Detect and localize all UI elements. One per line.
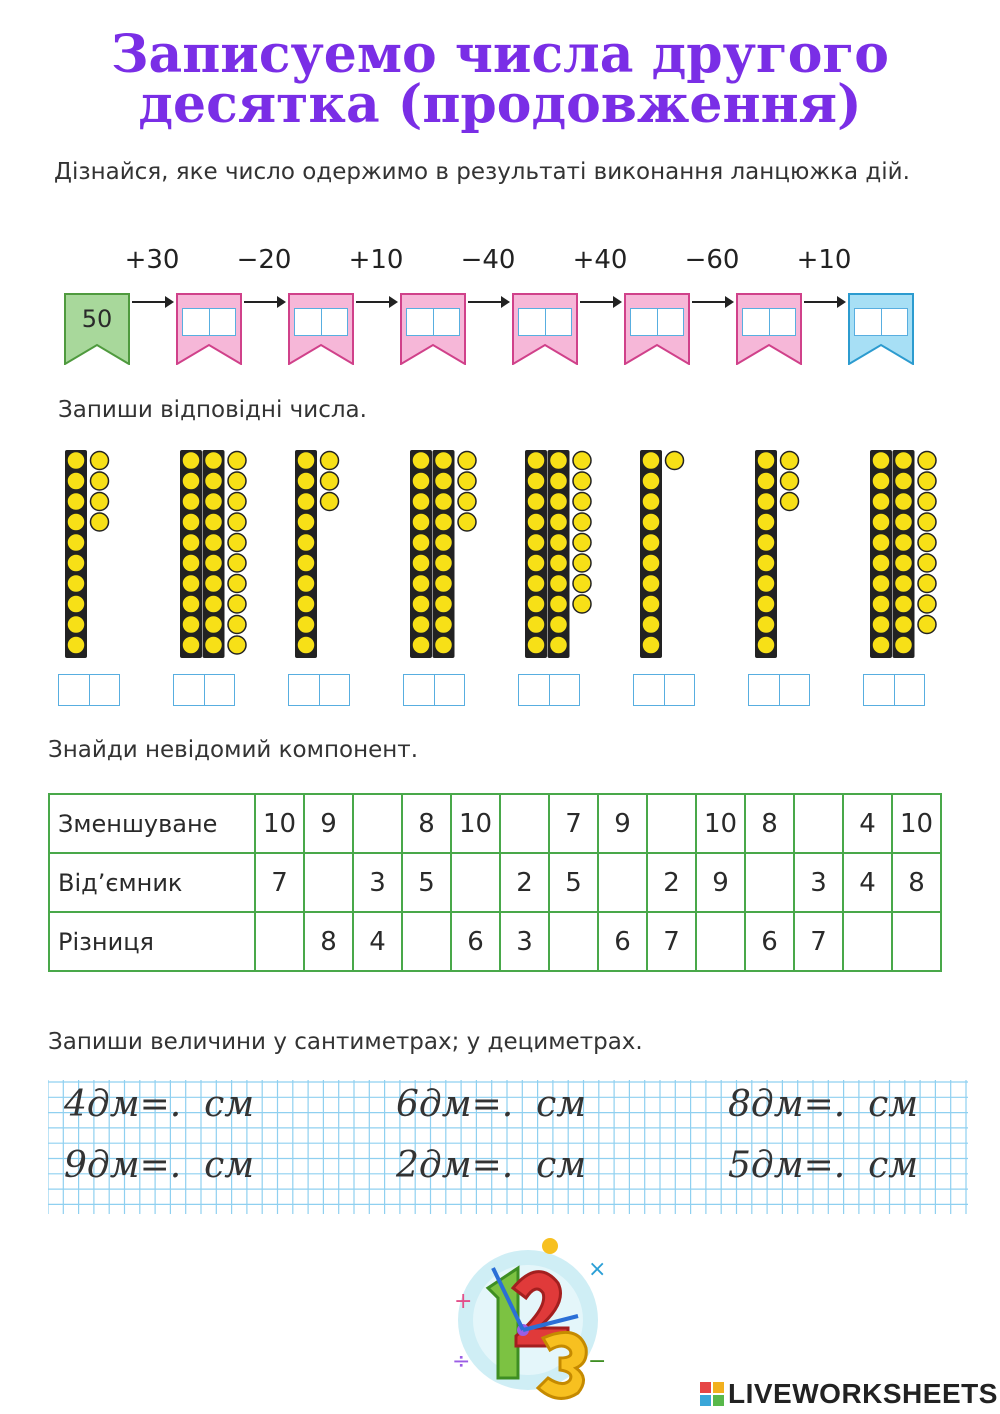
svg-text:−: − bbox=[588, 1349, 607, 1374]
single-bead bbox=[918, 616, 936, 634]
chain-answer-flag[interactable] bbox=[512, 293, 578, 365]
table-cell: 9 bbox=[304, 794, 353, 853]
bead bbox=[550, 636, 568, 654]
bead bbox=[527, 534, 545, 552]
bead bbox=[895, 452, 913, 470]
table-cell: 3 bbox=[794, 853, 843, 912]
bead-column bbox=[754, 445, 826, 663]
chain-answer-flag[interactable] bbox=[288, 293, 354, 365]
bead bbox=[872, 595, 890, 613]
chain-arrow bbox=[244, 301, 284, 303]
answer-input[interactable] bbox=[58, 674, 120, 706]
bead-column bbox=[179, 445, 251, 663]
bead bbox=[757, 595, 775, 613]
single-bead bbox=[918, 534, 936, 552]
bead bbox=[757, 452, 775, 470]
bead bbox=[757, 513, 775, 531]
bead bbox=[757, 554, 775, 572]
single-bead bbox=[573, 534, 591, 552]
single-bead bbox=[228, 636, 246, 654]
bead bbox=[297, 616, 315, 634]
answer-input[interactable] bbox=[518, 674, 580, 706]
bead bbox=[527, 472, 545, 490]
single-bead bbox=[91, 513, 109, 531]
bead bbox=[527, 493, 545, 511]
single-bead bbox=[321, 452, 339, 470]
bead bbox=[642, 575, 660, 593]
single-bead bbox=[228, 575, 246, 593]
bead bbox=[550, 472, 568, 490]
bead bbox=[895, 575, 913, 593]
bead bbox=[435, 493, 453, 511]
bead bbox=[527, 452, 545, 470]
table-instruction: Знайди невідомий компонент. bbox=[48, 737, 419, 763]
bead bbox=[182, 554, 200, 572]
bead bbox=[182, 575, 200, 593]
bead bbox=[182, 636, 200, 654]
bead bbox=[757, 534, 775, 552]
bead bbox=[895, 472, 913, 490]
single-bead bbox=[918, 493, 936, 511]
single-bead bbox=[666, 452, 684, 470]
bead bbox=[435, 534, 453, 552]
single-bead bbox=[573, 452, 591, 470]
single-bead bbox=[321, 472, 339, 490]
bead bbox=[642, 554, 660, 572]
bead bbox=[895, 513, 913, 531]
single-bead bbox=[781, 493, 799, 511]
table-cell: 2 bbox=[647, 853, 696, 912]
chain-arrow bbox=[356, 301, 396, 303]
table-cell: 9 bbox=[598, 794, 647, 853]
liveworksheets-logo-icon bbox=[700, 1382, 724, 1406]
table-cell: 8 bbox=[402, 794, 451, 853]
bead bbox=[435, 575, 453, 593]
chain-arrow bbox=[804, 301, 844, 303]
bead bbox=[67, 534, 85, 552]
row-label: Зменшуване bbox=[49, 794, 255, 853]
bead bbox=[412, 616, 430, 634]
answer-input[interactable] bbox=[288, 674, 350, 706]
single-bead bbox=[573, 595, 591, 613]
bead bbox=[205, 493, 223, 511]
chain-arrow bbox=[468, 301, 508, 303]
chain-operation: +10 bbox=[796, 245, 852, 275]
table-answer-cell[interactable] bbox=[598, 853, 647, 912]
bead bbox=[67, 575, 85, 593]
bead bbox=[872, 452, 890, 470]
single-bead bbox=[91, 452, 109, 470]
answer-input[interactable] bbox=[748, 674, 810, 706]
bead bbox=[205, 452, 223, 470]
single-bead bbox=[91, 472, 109, 490]
bead bbox=[412, 472, 430, 490]
single-bead bbox=[918, 513, 936, 531]
table-row bbox=[49, 853, 941, 912]
single-bead bbox=[228, 595, 246, 613]
chain-answer-flag[interactable] bbox=[736, 293, 802, 365]
bead bbox=[872, 636, 890, 654]
bead bbox=[527, 575, 545, 593]
bead bbox=[527, 616, 545, 634]
single-bead bbox=[458, 452, 476, 470]
bead bbox=[895, 595, 913, 613]
chain-operation: −40 bbox=[460, 245, 516, 275]
single-bead bbox=[573, 493, 591, 511]
bead bbox=[205, 472, 223, 490]
bead bbox=[757, 472, 775, 490]
bead bbox=[412, 554, 430, 572]
bead bbox=[550, 616, 568, 634]
bead bbox=[757, 636, 775, 654]
single-bead bbox=[573, 554, 591, 572]
bead bbox=[205, 513, 223, 531]
bead bbox=[435, 554, 453, 572]
bead bbox=[182, 513, 200, 531]
table-cell: 2 bbox=[500, 853, 549, 912]
answer-input[interactable] bbox=[518, 308, 572, 336]
bead bbox=[550, 452, 568, 470]
bead bbox=[872, 575, 890, 593]
bead bbox=[527, 554, 545, 572]
units-line[interactable]: 8дм=. см bbox=[728, 1084, 919, 1125]
bead bbox=[205, 534, 223, 552]
bead bbox=[527, 595, 545, 613]
bead bbox=[527, 513, 545, 531]
bead bbox=[297, 534, 315, 552]
chain-operation: +10 bbox=[348, 245, 404, 275]
table-cell: 8 bbox=[745, 794, 794, 853]
bead bbox=[527, 636, 545, 654]
single-bead bbox=[781, 452, 799, 470]
single-bead bbox=[228, 452, 246, 470]
table-answer-cell[interactable] bbox=[500, 794, 549, 853]
table-answer-cell[interactable] bbox=[745, 853, 794, 912]
table-cell: 7 bbox=[794, 912, 843, 971]
bead bbox=[205, 616, 223, 634]
bead bbox=[67, 636, 85, 654]
bead bbox=[550, 595, 568, 613]
row-label: Від’ємник bbox=[49, 853, 255, 912]
single-bead bbox=[228, 534, 246, 552]
table-cell: 7 bbox=[549, 794, 598, 853]
table-answer-cell[interactable] bbox=[255, 912, 304, 971]
bead bbox=[435, 472, 453, 490]
answer-input[interactable] bbox=[742, 308, 796, 336]
table-answer-cell[interactable] bbox=[353, 794, 402, 853]
single-bead bbox=[91, 493, 109, 511]
page-title-line-2: десятка (продовження) bbox=[138, 74, 862, 135]
bead bbox=[67, 513, 85, 531]
svg-text:×: × bbox=[588, 1257, 607, 1282]
bead bbox=[435, 595, 453, 613]
table-cell: 10 bbox=[892, 794, 941, 853]
bead bbox=[412, 493, 430, 511]
bead bbox=[895, 616, 913, 634]
table-cell: 10 bbox=[255, 794, 304, 853]
bead-column bbox=[524, 445, 596, 663]
single-bead bbox=[918, 575, 936, 593]
bead bbox=[182, 472, 200, 490]
bead bbox=[872, 554, 890, 572]
numbers-123-logo-icon bbox=[438, 1228, 608, 1404]
bead bbox=[757, 616, 775, 634]
bead bbox=[895, 554, 913, 572]
answer-input[interactable] bbox=[294, 308, 348, 336]
bead bbox=[895, 636, 913, 654]
bead bbox=[67, 616, 85, 634]
table-answer-cell[interactable] bbox=[892, 912, 941, 971]
single-bead bbox=[321, 493, 339, 511]
bead bbox=[297, 493, 315, 511]
answer-input[interactable] bbox=[863, 674, 925, 706]
liveworksheets-brand[interactable] bbox=[700, 1378, 998, 1410]
bead bbox=[297, 636, 315, 654]
svg-text:+: + bbox=[454, 1289, 473, 1314]
bead bbox=[550, 534, 568, 552]
table-cell: 5 bbox=[402, 853, 451, 912]
table-cell: 5 bbox=[549, 853, 598, 912]
bead bbox=[205, 575, 223, 593]
bead bbox=[412, 636, 430, 654]
table-cell: 9 bbox=[696, 853, 745, 912]
table-cell: 3 bbox=[500, 912, 549, 971]
chain-answer-flag[interactable] bbox=[624, 293, 690, 365]
table-cell: 10 bbox=[451, 794, 500, 853]
answer-input[interactable] bbox=[630, 308, 684, 336]
single-bead bbox=[918, 554, 936, 572]
bead-column bbox=[409, 445, 481, 663]
bead bbox=[67, 452, 85, 470]
bead bbox=[67, 595, 85, 613]
chain-answer-flag[interactable] bbox=[400, 293, 466, 365]
chain-operation: +30 bbox=[124, 245, 180, 275]
answer-input[interactable] bbox=[406, 308, 460, 336]
chain-operation: −20 bbox=[236, 245, 292, 275]
bead bbox=[872, 513, 890, 531]
chain-start-flag bbox=[64, 293, 130, 365]
bead bbox=[872, 472, 890, 490]
unknown-component-table bbox=[48, 793, 942, 972]
single-bead bbox=[228, 554, 246, 572]
table-answer-cell[interactable] bbox=[794, 794, 843, 853]
units-line[interactable]: 5дм=. см bbox=[728, 1145, 919, 1186]
bead bbox=[297, 575, 315, 593]
bead bbox=[642, 513, 660, 531]
answer-input[interactable] bbox=[173, 674, 235, 706]
bead bbox=[435, 452, 453, 470]
answer-input[interactable] bbox=[633, 674, 695, 706]
chain-instruction: Дізнайся, яке число одержимо в результаті виконання ланцюжка дій. bbox=[54, 159, 910, 185]
single-bead bbox=[781, 472, 799, 490]
bead bbox=[872, 616, 890, 634]
bead bbox=[412, 575, 430, 593]
single-bead bbox=[228, 513, 246, 531]
bead bbox=[642, 636, 660, 654]
table-answer-cell[interactable] bbox=[451, 853, 500, 912]
single-bead bbox=[573, 513, 591, 531]
bead bbox=[872, 493, 890, 511]
table-cell: 4 bbox=[843, 794, 892, 853]
units-instruction: Запиши величини у сантиметрах; у дециметрах. bbox=[48, 1029, 643, 1055]
answer-input[interactable] bbox=[403, 674, 465, 706]
bead bbox=[182, 534, 200, 552]
bead bbox=[182, 493, 200, 511]
bead bbox=[642, 534, 660, 552]
bead-column bbox=[639, 445, 711, 663]
bead bbox=[757, 493, 775, 511]
units-line[interactable]: 4дм=. см bbox=[64, 1084, 255, 1125]
bead bbox=[642, 472, 660, 490]
bead bbox=[412, 513, 430, 531]
table-cell: 4 bbox=[843, 853, 892, 912]
bead bbox=[435, 636, 453, 654]
bead-column bbox=[869, 445, 941, 663]
chain-operation: −60 bbox=[684, 245, 740, 275]
bead bbox=[550, 493, 568, 511]
table-answer-cell[interactable] bbox=[647, 794, 696, 853]
bead bbox=[182, 452, 200, 470]
brand-text: LIVEWORKSHEETS bbox=[728, 1378, 998, 1409]
bead bbox=[297, 595, 315, 613]
table-answer-cell[interactable] bbox=[549, 912, 598, 971]
single-bead bbox=[228, 616, 246, 634]
table-answer-cell[interactable] bbox=[402, 912, 451, 971]
single-bead bbox=[228, 472, 246, 490]
answer-input[interactable] bbox=[854, 308, 908, 336]
table-cell: 8 bbox=[304, 912, 353, 971]
bead bbox=[297, 472, 315, 490]
row-label: Різниця bbox=[49, 912, 255, 971]
bead bbox=[412, 534, 430, 552]
table-row bbox=[49, 912, 941, 971]
bead bbox=[895, 493, 913, 511]
bead bbox=[895, 534, 913, 552]
bead bbox=[205, 554, 223, 572]
units-line[interactable]: 6дм=. см bbox=[396, 1084, 587, 1125]
table-cell: 6 bbox=[745, 912, 794, 971]
page-title-line-1: Записуемо числа другого bbox=[111, 24, 889, 85]
bead bbox=[205, 595, 223, 613]
table-row bbox=[49, 794, 941, 853]
bead bbox=[297, 554, 315, 572]
table-answer-cell[interactable] bbox=[843, 912, 892, 971]
svg-text:÷: ÷ bbox=[452, 1349, 471, 1374]
table-cell: 6 bbox=[598, 912, 647, 971]
bead bbox=[297, 452, 315, 470]
single-bead bbox=[918, 595, 936, 613]
single-bead bbox=[918, 472, 936, 490]
answer-input[interactable] bbox=[182, 308, 236, 336]
units-line[interactable]: 2дм=. см bbox=[396, 1145, 587, 1186]
bead bbox=[642, 493, 660, 511]
bead bbox=[182, 595, 200, 613]
bead bbox=[297, 513, 315, 531]
bead bbox=[435, 513, 453, 531]
table-cell: 4 bbox=[353, 912, 402, 971]
chain-answer-flag[interactable] bbox=[848, 293, 914, 365]
bead bbox=[550, 575, 568, 593]
chain-arrow bbox=[692, 301, 732, 303]
bead bbox=[67, 554, 85, 572]
table-cell: 7 bbox=[255, 853, 304, 912]
chain-arrow bbox=[580, 301, 620, 303]
table-cell: 7 bbox=[647, 912, 696, 971]
bead bbox=[550, 513, 568, 531]
chain-arrow bbox=[132, 301, 172, 303]
bead bbox=[872, 534, 890, 552]
single-bead bbox=[573, 575, 591, 593]
table-cell: 3 bbox=[353, 853, 402, 912]
bead bbox=[182, 616, 200, 634]
bead bbox=[67, 472, 85, 490]
bead bbox=[642, 452, 660, 470]
table-cell: 8 bbox=[892, 853, 941, 912]
bead bbox=[435, 616, 453, 634]
chain-answer-flag[interactable] bbox=[176, 293, 242, 365]
chain-start-value: 50 bbox=[81, 305, 113, 333]
bead bbox=[642, 616, 660, 634]
table-answer-cell[interactable] bbox=[696, 912, 745, 971]
single-bead bbox=[573, 472, 591, 490]
table-cell: 6 bbox=[451, 912, 500, 971]
chain-operation: +40 bbox=[572, 245, 628, 275]
single-bead bbox=[458, 513, 476, 531]
beads-instruction: Запиши відповідні числа. bbox=[58, 397, 367, 423]
table-cell: 10 bbox=[696, 794, 745, 853]
bead bbox=[205, 636, 223, 654]
single-bead bbox=[918, 452, 936, 470]
bead bbox=[642, 595, 660, 613]
units-line[interactable]: 9дм=. см bbox=[64, 1145, 255, 1186]
bead-column bbox=[64, 445, 136, 663]
bead bbox=[67, 493, 85, 511]
bead bbox=[412, 595, 430, 613]
table-answer-cell[interactable] bbox=[304, 853, 353, 912]
single-bead bbox=[458, 493, 476, 511]
bead bbox=[412, 452, 430, 470]
bead-column bbox=[294, 445, 366, 663]
single-bead bbox=[458, 472, 476, 490]
bead bbox=[550, 554, 568, 572]
bead bbox=[757, 575, 775, 593]
single-bead bbox=[228, 493, 246, 511]
